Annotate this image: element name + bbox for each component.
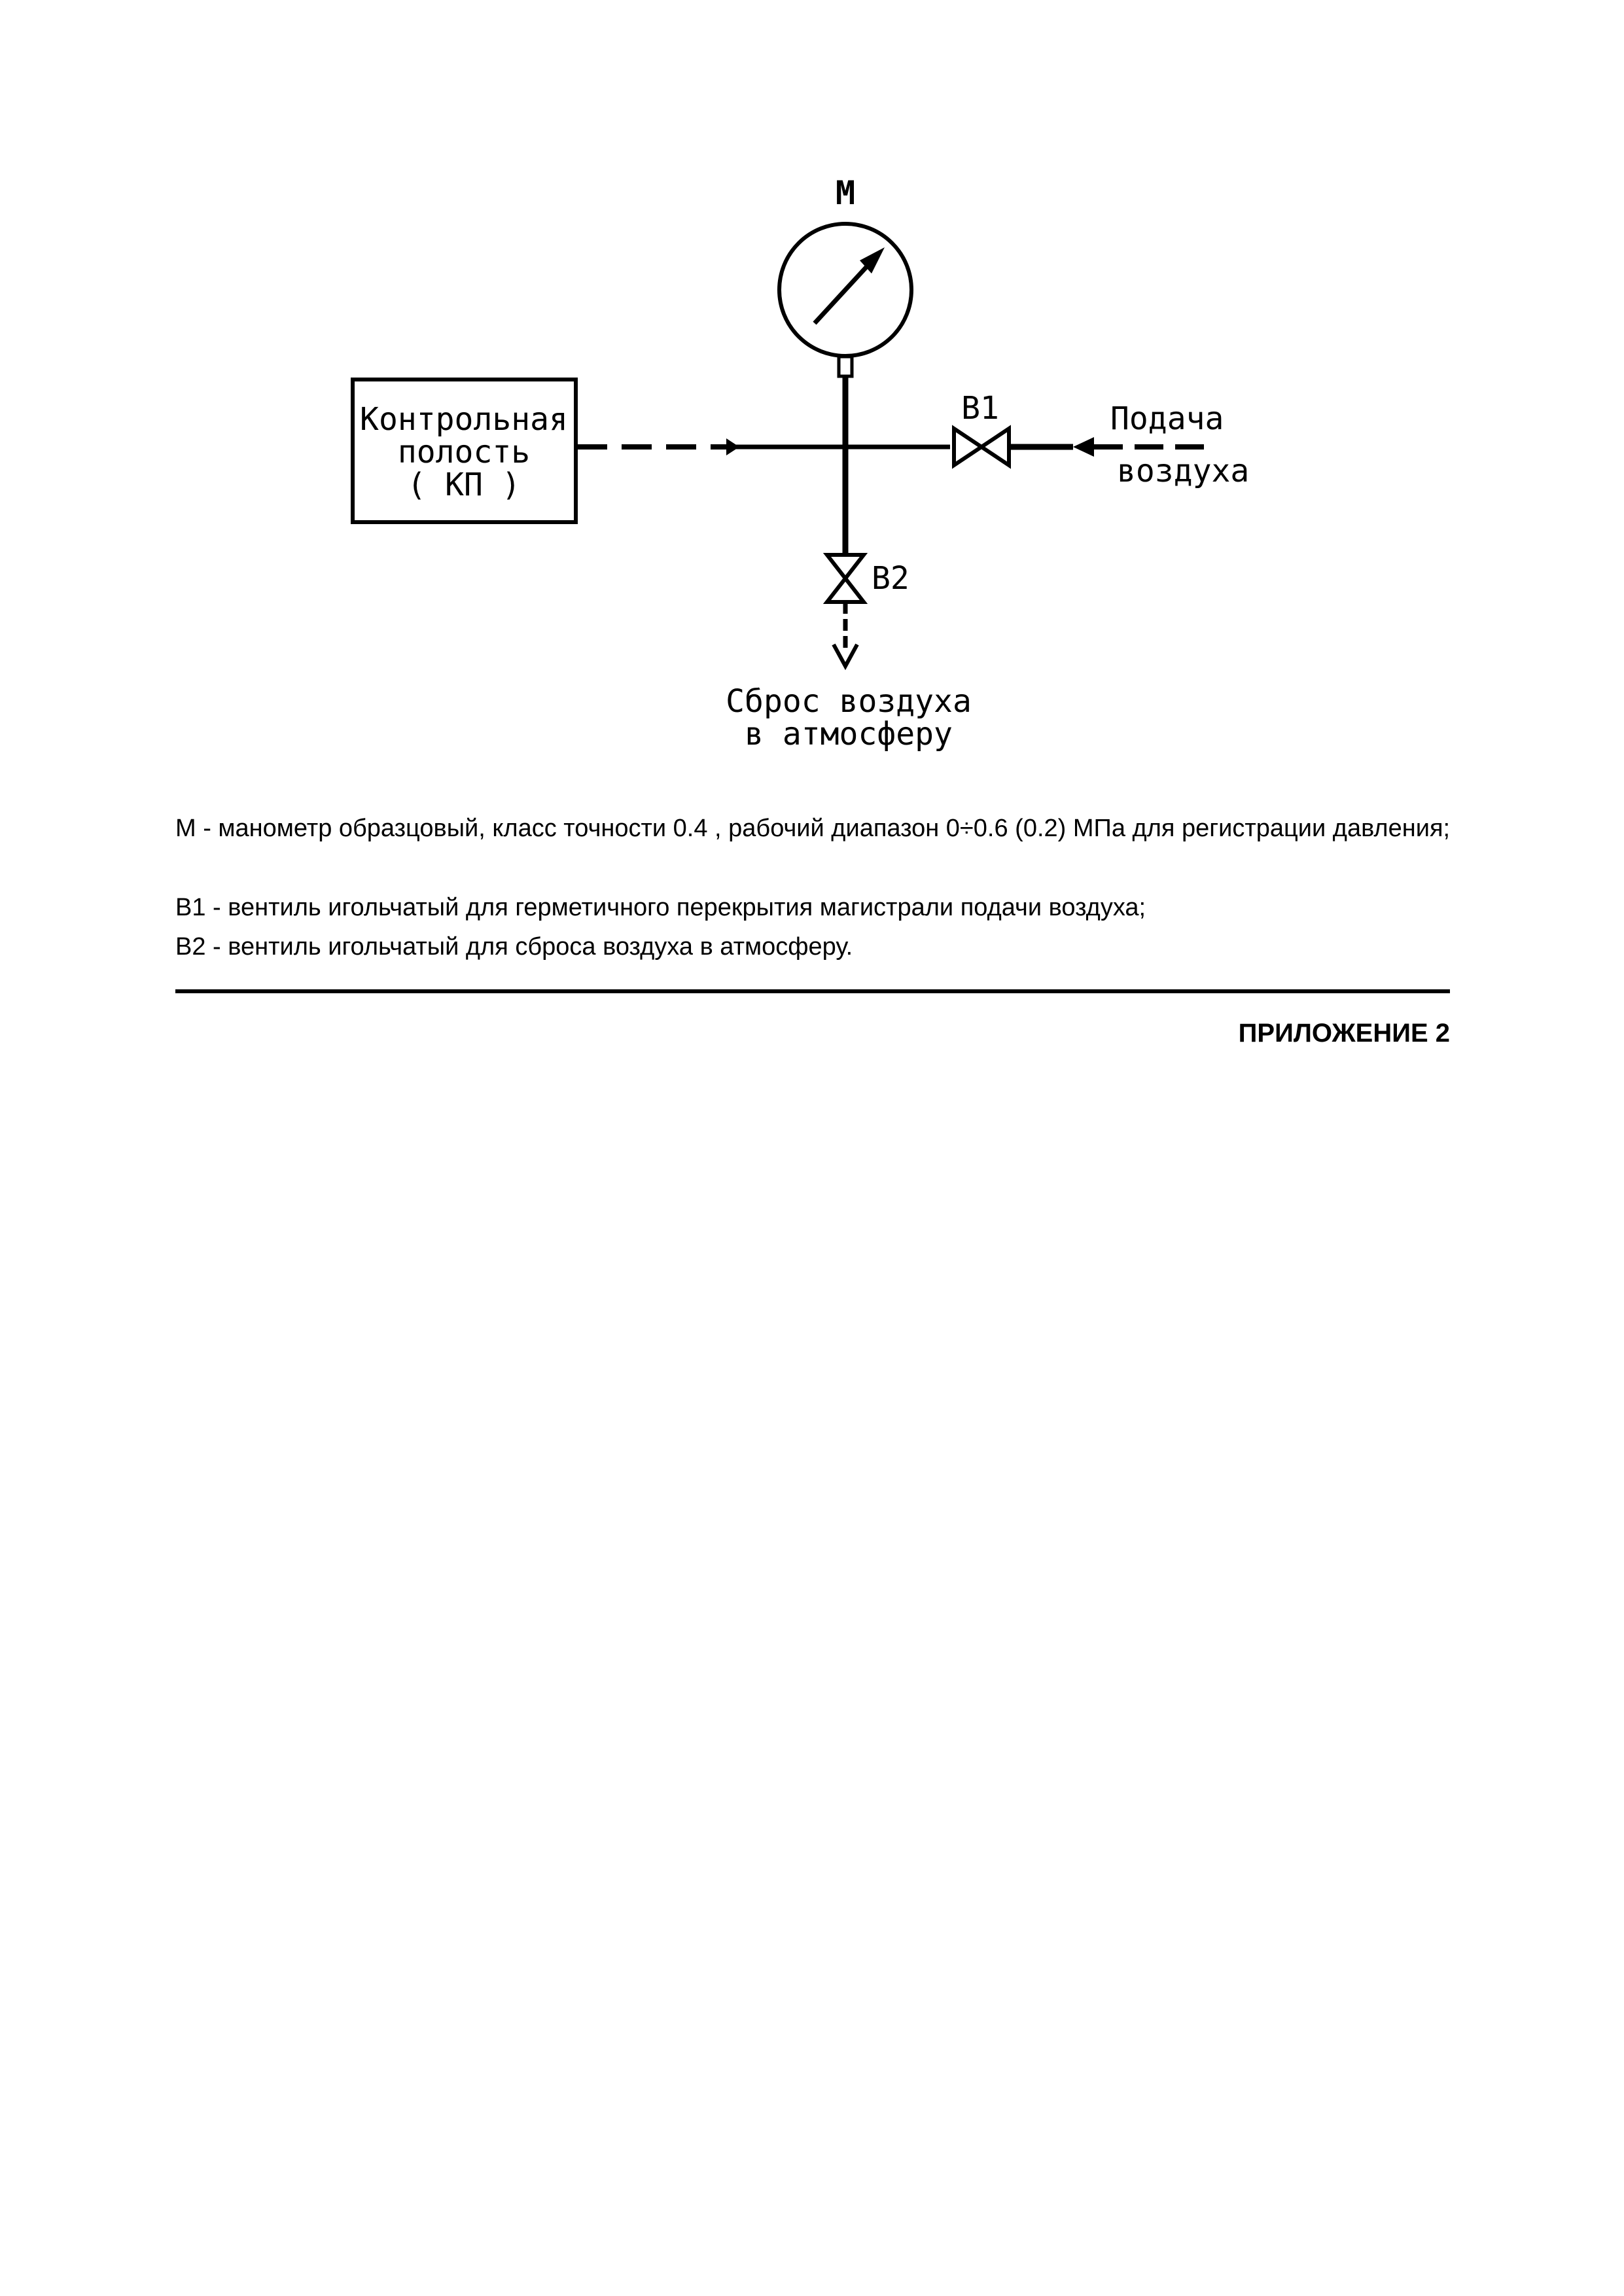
pneumatic-test-scheme [0, 0, 1624, 785]
appendix-title: ПРИЛОЖЕНИЕ 2 [1238, 1019, 1450, 1048]
valve1-label: В1 [961, 390, 999, 427]
valve2-label: В2 [872, 560, 909, 597]
box-label-line3: ( КП ) [407, 467, 521, 503]
gauge-label: М [835, 174, 856, 212]
supply-label-line2: воздуха [1117, 453, 1250, 489]
legend-valve-b2: В2 - вентиль игольчатый для сброса воздуха в атмосферу. [175, 933, 853, 961]
supply-label-line1: Подача [1110, 400, 1224, 437]
manometer-icon [779, 224, 911, 376]
valve-b2-icon [827, 555, 864, 602]
legend-valve-b1: В1 - вентиль игольчатый для герметичного перекрытия магистрали подачи воздуха; [175, 894, 1146, 921]
box-label-line1: Контрольная [360, 401, 568, 438]
horizontal-divider [175, 989, 1450, 993]
valve-b1-icon [954, 429, 1009, 465]
exhaust-label-line2: в атмосферу [745, 716, 953, 752]
legend-manometer: М - манометр образцовый, класс точности 0.4 , рабочий диапазон 0÷0.6 (0.2) МПа для регистрации давления; [175, 815, 1451, 842]
exhaust-label-line1: Сброс воздуха [726, 683, 972, 720]
box-label-line2: полость [397, 434, 531, 470]
supply-arrow-icon [1073, 437, 1094, 457]
